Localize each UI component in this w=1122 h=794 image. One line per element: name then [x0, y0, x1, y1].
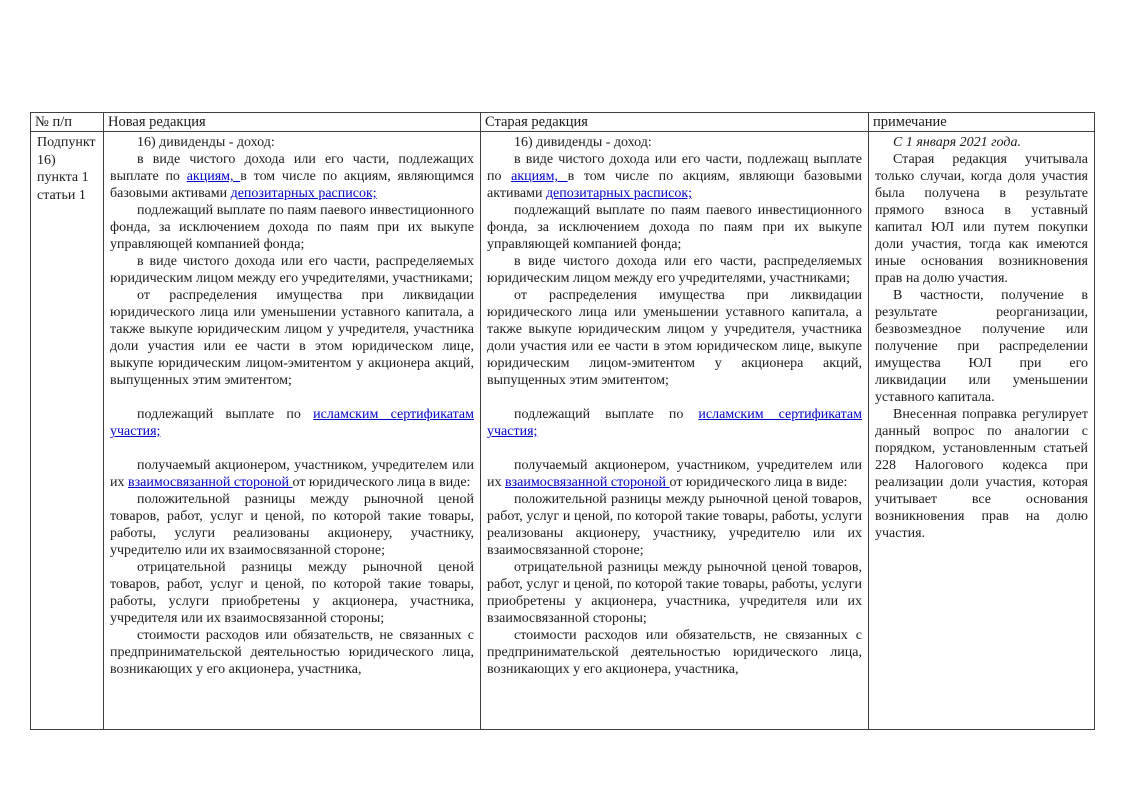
table-header-row: [31, 113, 1095, 132]
blank-line: [110, 440, 474, 457]
paragraph: в виде чистого дохода или его части, подлежащих выплате по акциям, в том числе по акциям, являющимся базовыми активами депозитарных расписок;: [110, 152, 474, 201]
paragraph: 16) дивиденды - доход:: [514, 135, 652, 150]
blank-line: [487, 440, 862, 457]
paragraph: положительной разницы между рыночной ценой товаров, работ, услуг и ценой, по которой такие товары, работы, услуги реализованы акционеру, участнику, учредителю или их взаимосвязанной стороне;: [110, 492, 474, 558]
col-header-note: примечание: [869, 113, 1095, 132]
col-header-number: № п/п: [31, 113, 104, 132]
link-related-party[interactable]: взаимосвязанной стороной: [505, 475, 670, 490]
paragraph: в виде чистого дохода или его части, распределяемых юридическим лицом между его учредителями, участниками;: [487, 254, 862, 286]
table-row: [31, 132, 1095, 730]
paragraph: от распределения имущества при ликвидации юридического лица или уменьшении уставного капитала, а также выкупе юридическим лицом у учредителя, участника доли участия или ее части в этом юридическом лице, выкупе юридическим лицом-эмитентом у акционера акций, выпущенных этим эмитентом;: [110, 288, 474, 388]
col-header-old-edition: Старая редакция: [481, 113, 869, 132]
paragraph: стоимости расходов или обязательств, не связанных с предпринимательской деятельностью юридического лица, возникающих у его акционера, участника,: [110, 628, 474, 677]
paragraph: подлежащий выплате по исламским сертификатам участия;: [487, 407, 863, 439]
paragraph: отрицательной разницы между рыночной ценой товаров, работ, услуг и ценой, по которой такие товары, работы, услуги приобретены у акционера, участника, учредителя или их взаимосвязанной стороны;: [110, 560, 474, 626]
paragraph: подлежащий выплате по паям паевого инвестиционного фонда, за исключением дохода по паям при их выкупе управляющей компанией фонда;: [487, 203, 862, 252]
paragraph: подлежащий выплате по паям паевого инвестиционного фонда, за исключением дохода по паям при их выкупе управляющей компанией фонда;: [110, 203, 474, 252]
reference-text: Подпункт 16) пункта 1 статьи 1: [37, 135, 96, 203]
paragraph: от распределения имущества при ликвидации юридического лица или уменьшении уставного капитала, а также выкупе юридическим лицом у учредителя, участника доли участия или ее части в этом юридическом лице, выкупе юридическим лицом-эмитентом у акционера акций, выпущенных этим эмитентом;: [487, 288, 862, 388]
cell-old-edition: [481, 132, 869, 730]
link-depositary-receipts[interactable]: депозитарных расписок;: [230, 186, 377, 201]
paragraph: С 1 января 2021 года.: [893, 135, 1021, 150]
paragraph: стоимости расходов или обязательств, не связанных с предпринимательской деятельностью юридического лица, возникающих у его акционера, участника,: [487, 628, 862, 677]
link-shares[interactable]: акциям,: [186, 169, 241, 184]
paragraph: В частности, получение в результате реорганизации, безвозмездное получение или получение при распределении имущества ЮЛ при его ликвидации или уменьшении уставного капитала.: [875, 288, 1088, 405]
blank-line: [110, 389, 474, 406]
paragraph: 16) дивиденды - доход:: [137, 135, 275, 150]
link-islamic-participation-certificates[interactable]: исламским сертификатам участия;: [487, 407, 863, 439]
comparison-table: [30, 112, 1095, 730]
paragraph: подлежащий выплате по исламским сертификатам участия;: [110, 407, 475, 439]
cell-new-edition: [104, 132, 481, 730]
paragraph: получаемый акционером, участником, учредителем или их взаимосвязанной стороной от юридического лица в виде:: [110, 458, 474, 490]
link-related-party[interactable]: взаимосвязанной стороной: [128, 475, 293, 490]
note-text: [869, 132, 1094, 729]
col-header-new-edition: Новая редакция: [104, 113, 481, 132]
paragraph: положительной разницы между рыночной ценой товаров, работ, услуг и ценой, по которой такие товары, работы, услуги реализованы акционеру, участнику, учредителю или их взаимосвязанной стороне;: [487, 492, 862, 558]
link-depositary-receipts[interactable]: депозитарных расписок;: [545, 186, 693, 201]
paragraph: Старая редакция учитывала только случаи, когда доля участия была получена в результате прямого взноса в уставный капитал ЮЛ или путем покупки доли участия, тогда как имеются иные основания возникновения прав на долю участия.: [875, 152, 1088, 286]
paragraph: в виде чистого дохода или его части, подлежащ выплате по акциям, в том числе по акциям, являющи базовыми активами депозитарных расписок;: [487, 152, 862, 201]
paragraph: Внесенная поправка регулирует данный вопрос по аналогии с порядком, установленным статьей 228 Налогового кодекса при реализации доли участия, которая учитывает все основания возникновения прав на долю участия.: [875, 407, 1088, 541]
paragraph: получаемый акционером, участником, учредителем или их взаимосвязанной стороной от юридического лица в виде:: [487, 458, 862, 490]
link-shares[interactable]: акциям,: [511, 169, 568, 184]
link-islamic-participation-certificates[interactable]: исламским сертификатам участия;: [110, 407, 475, 439]
blank-line: [487, 389, 862, 406]
new-edition-text: [104, 132, 480, 729]
old-edition-text: [481, 132, 868, 729]
paragraph: в виде чистого дохода или его части, распределяемых юридическим лицом между его учредителями, участниками;: [110, 254, 474, 286]
cell-reference: [31, 132, 104, 730]
paragraph: отрицательной разницы между рыночной ценой товаров, работ, услуг и ценой, по которой такие товары, работы, услуги приобретены у акционера, участника, учредителя или их взаимосвязанной стороны;: [487, 560, 862, 626]
cell-note: [869, 132, 1095, 730]
